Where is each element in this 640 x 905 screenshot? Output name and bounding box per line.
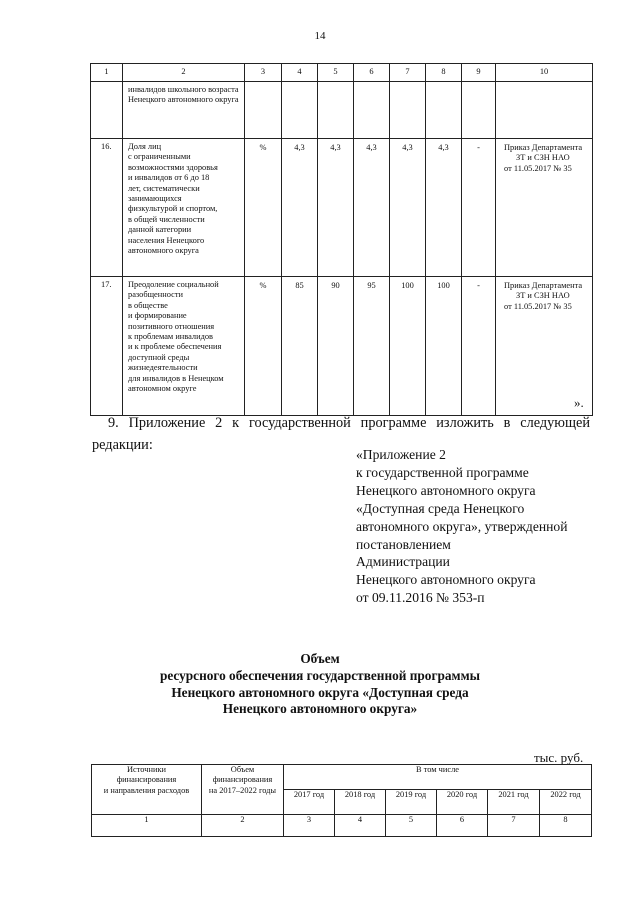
page-number: 14 [314, 30, 326, 42]
header-cell: 6 [354, 64, 390, 82]
year-header: 2022 год [540, 790, 592, 815]
funding-table [91, 764, 592, 837]
header-cell: 5 [318, 64, 354, 82]
amendment-paragraph: 9. Приложение 2 к государственной программе изложить в следующей [108, 415, 590, 431]
column-number: 3 [284, 815, 335, 837]
amendment-paragraph-end: редакции: [92, 437, 153, 453]
table-row [91, 139, 593, 277]
value-cell: 4,3 [282, 139, 318, 277]
including-header: В том числе [284, 765, 592, 790]
column-number: 4 [335, 815, 386, 837]
row-number: 16. [91, 139, 123, 277]
appendix-block: «Приложение 2 к государственной программе Ненецкого автономного округа «Доступная среда Ненецкого автономного округа», утвержденной постановлением Администрации Ненецкого автономного округа от 09.11.2016 № 353-п [356, 447, 568, 606]
value-cell: 85 [282, 277, 318, 416]
year-header: 2019 год [386, 790, 437, 815]
value-cell: 4,3 [426, 139, 462, 277]
value-cell: 90 [318, 277, 354, 416]
column-number: 8 [540, 815, 592, 837]
table-row [91, 277, 593, 416]
header-cell: 1 [91, 64, 123, 82]
header-cell: 7 [390, 64, 426, 82]
value-cell: - [462, 139, 496, 277]
unit-cell: % [245, 139, 282, 277]
table-row [91, 82, 593, 139]
indicators-table [90, 63, 593, 416]
header-cell: 3 [245, 64, 282, 82]
header-cell: 9 [462, 64, 496, 82]
table-header-row [91, 64, 593, 82]
column-number-row [92, 815, 592, 837]
column-number: 7 [488, 815, 540, 837]
value-cell: 4,3 [390, 139, 426, 277]
sources-header: Источники финансирования и направления расходов [92, 765, 202, 815]
continuation-text: инвалидов школьного возраста Ненецкого автономного округа [123, 82, 245, 139]
value-cell: 4,3 [354, 139, 390, 277]
value-cell: - [462, 277, 496, 416]
header-cell: 2 [123, 64, 245, 82]
source-cell: Приказ Департамента ЗТ и СЗН НАО от 11.05.2017 № 35 [496, 277, 593, 416]
value-cell: 100 [426, 277, 462, 416]
table-header-row [92, 765, 592, 790]
year-header: 2021 год [488, 790, 540, 815]
value-cell: 4,3 [318, 139, 354, 277]
value-cell: 95 [354, 277, 390, 416]
year-header: 2018 год [335, 790, 386, 815]
units-label: тыс. руб. [534, 750, 584, 765]
header-cell: 10 [496, 64, 593, 82]
volume-header: Объем финансирования на 2017–2022 годы [202, 765, 284, 815]
value-cell: 100 [390, 277, 426, 416]
indicator-name: Доля лиц с ограниченными возможностями здоровья и инвалидов от 6 до 18 лет, систематически занимающихся физкультурой и спортом, в общей численности данной категории населения Ненецкого автономного округа [123, 139, 245, 277]
year-header: 2020 год [437, 790, 488, 815]
column-number: 5 [386, 815, 437, 837]
closing-quote: ». [574, 395, 584, 410]
column-number: 6 [437, 815, 488, 837]
indicator-name: Преодоление социальной разобщенности в обществе и формирование позитивного отношения к проблемам инвалидов и к проблеме обеспечения доступной среды жизнедеятельности для инвалидов в Ненецком автономном округе [123, 277, 245, 416]
source-cell: Приказ Департамента ЗТ и СЗН НАО от 11.05.2017 № 35 [496, 139, 593, 277]
row-number: 17. [91, 277, 123, 416]
column-number: 2 [202, 815, 284, 837]
unit-cell: % [245, 277, 282, 416]
column-number: 1 [92, 815, 202, 837]
header-cell: 8 [426, 64, 462, 82]
year-header: 2017 год [284, 790, 335, 815]
section-heading: Объем ресурсного обеспечения государственной программы Ненецкого автономного округа «Доступная среда Ненецкого автономного округа» [159, 651, 481, 717]
header-cell: 4 [282, 64, 318, 82]
